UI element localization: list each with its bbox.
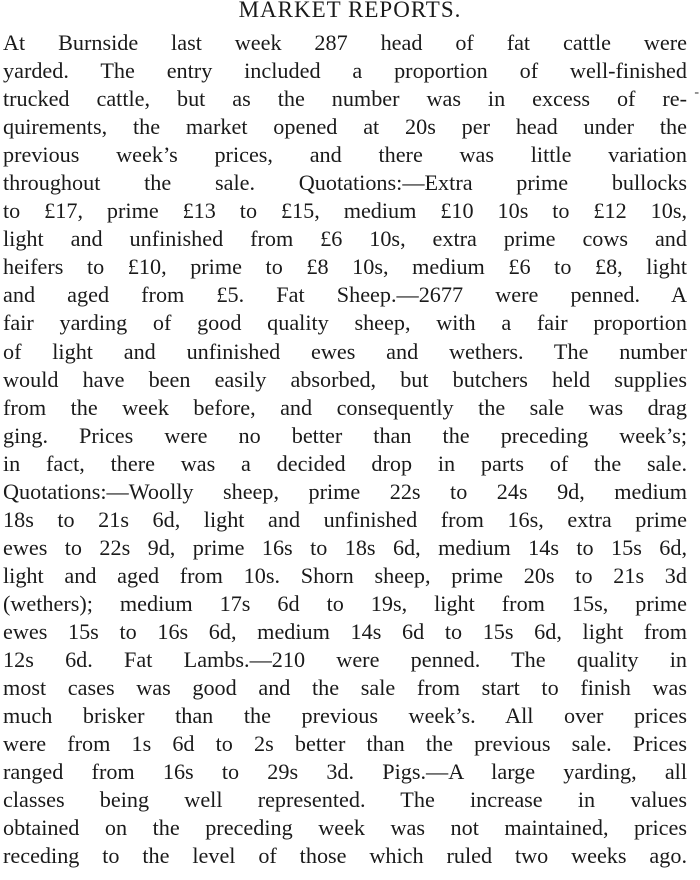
article-body — [3, 29, 687, 870]
article-line: most cases was good and the sale from start to finish was — [3, 675, 687, 701]
article-line: ranged from 16s to 29s 3d. Pigs.—A large yarding, all — [3, 759, 687, 785]
article-line: trucked cattle, but as the number was in excess of re- — [3, 86, 687, 112]
margin-mark-icon: ‐ — [694, 85, 699, 100]
article-line: from the week before, and consequently the sale was drag — [3, 394, 687, 420]
article-line: light and unfinished from £6 10s, extra prime cows and — [3, 226, 687, 252]
article-line: Quotations:—Woolly sheep, prime 22s to 24s 9d, medium — [3, 478, 687, 504]
article-title: MARKET REPORTS. — [238, 0, 462, 22]
article-line: and aged from £5. Fat Sheep.—2677 were penned. A — [3, 282, 687, 308]
article-line: ewes 15s to 16s 6d, medium 14s 6d to 15s 6d, light from — [3, 618, 687, 644]
article-line: heifers to £10, prime to £8 10s, medium £6 to £8, light — [3, 254, 687, 280]
article-line: light and aged from 10s. Shorn sheep, prime 20s to 21s 3d — [3, 562, 687, 588]
article-line: of light and unfinished ewes and wethers. The number — [3, 338, 687, 364]
article-line: quirements, the market opened at 20s per head under the — [3, 114, 687, 140]
article-line: in fact, there was a decided drop in parts of the sale. — [3, 450, 687, 476]
article-line: ging. Prices were no better than the preceding week’s; — [3, 422, 687, 448]
article-line: yarded. The entry included a proportion of well-finished — [3, 58, 687, 84]
article-line: much brisker than the previous week’s. All over prices — [3, 703, 687, 729]
article-line: obtained on the preceding week was not maintained, prices — [3, 815, 687, 841]
article-line: At Burnside last week 287 head of fat cattle were — [3, 30, 687, 55]
article-line: ewes to 22s 9d, prime 16s to 18s 6d, medium 14s to 15s 6d, — [3, 534, 687, 560]
article-line: receding to the level of those which ruled two weeks ago. — [3, 843, 687, 869]
article-line: throughout the sale. Quotations:—Extra prime bullocks — [3, 170, 687, 196]
article-line: fair yarding of good quality sheep, with a fair proportion — [3, 310, 687, 336]
article-line: classes being well represented. The increase in values — [3, 787, 687, 813]
article-line: to £17, prime £13 to £15, medium £10 10s to £12 10s, — [3, 198, 687, 224]
article-line: 18s to 21s 6d, light and unfinished from 16s, extra prime — [3, 506, 687, 532]
article-line: previous week’s prices, and there was little variation — [3, 142, 687, 168]
article-line: (wethers); medium 17s 6d to 19s, light from 15s, prime — [3, 590, 687, 616]
article-line: 12s 6d. Fat Lambs.—210 were penned. The quality in — [3, 647, 687, 673]
article-line: were from 1s 6d to 2s better than the previous sale. Prices — [3, 731, 687, 757]
article-line: would have been easily absorbed, but butchers held supplies — [3, 366, 687, 392]
